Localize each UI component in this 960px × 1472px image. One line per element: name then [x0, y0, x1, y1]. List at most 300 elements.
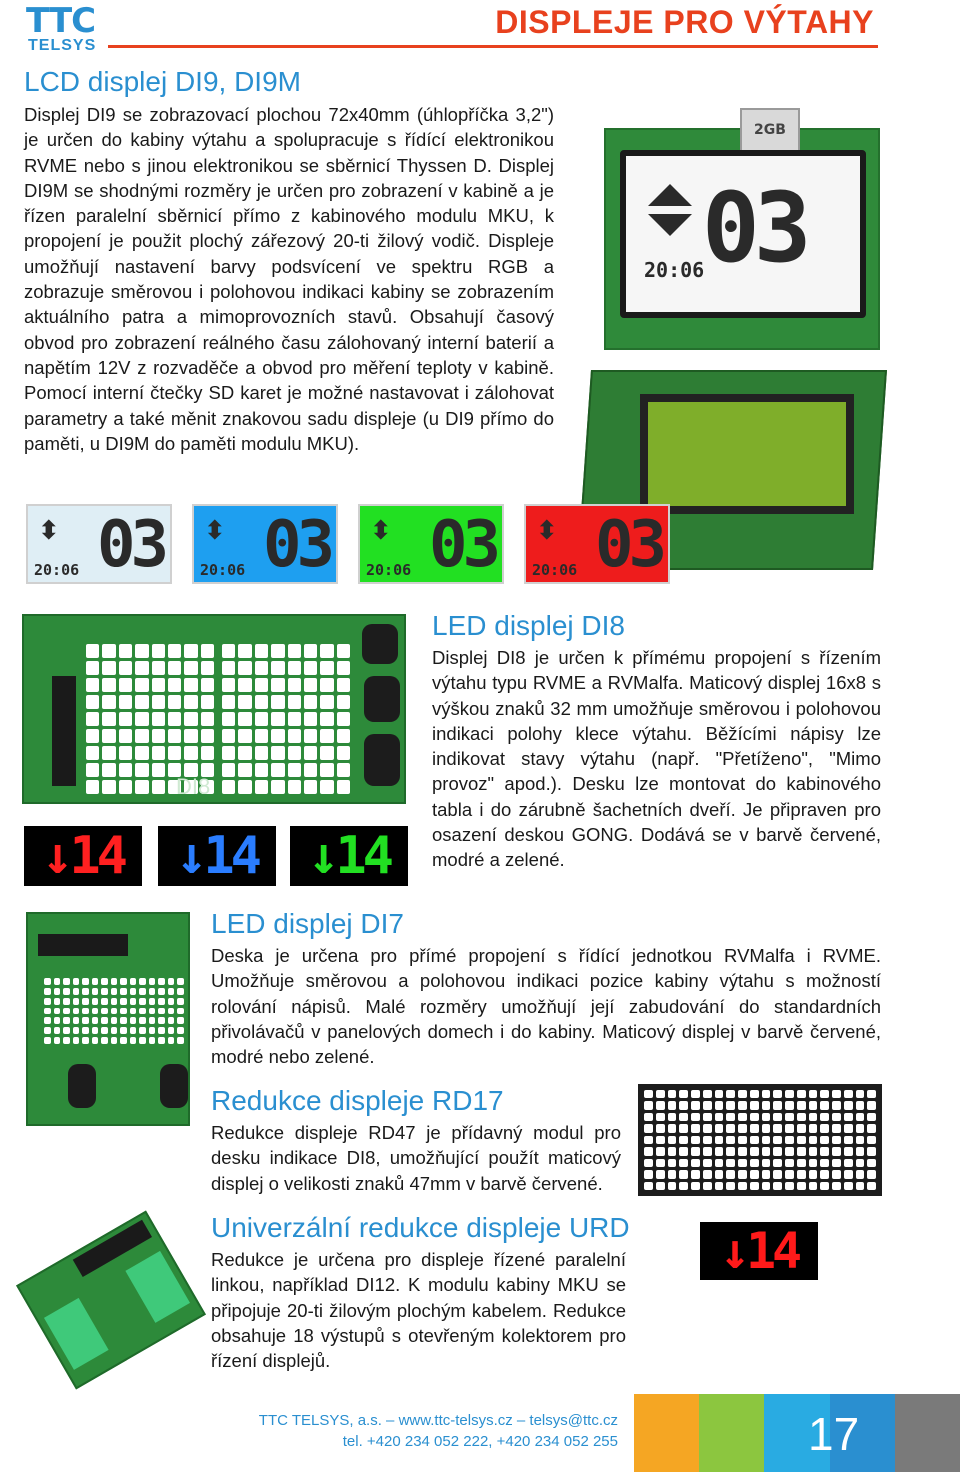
matrix-dot — [773, 1124, 782, 1132]
matrix-dot — [844, 1113, 853, 1121]
matrix-dot — [785, 1136, 794, 1144]
matrix-dot — [762, 1101, 771, 1109]
chip — [38, 934, 128, 956]
matrix-dot — [856, 1147, 865, 1155]
matrix-dot — [773, 1101, 782, 1109]
matrix-dot — [668, 1182, 677, 1190]
matrix-dot — [320, 678, 333, 692]
matrix-dot — [222, 661, 235, 675]
matrix-dot — [102, 712, 115, 726]
matrix-dot — [54, 1037, 61, 1044]
tile-floor: 03 — [594, 508, 662, 582]
matrix-dot — [656, 1113, 665, 1121]
matrix-dot — [856, 1101, 865, 1109]
matrix-dot — [703, 1124, 712, 1132]
matrix-dot — [184, 712, 197, 726]
footer-tile — [895, 1394, 960, 1472]
matrix-dot — [288, 661, 301, 675]
matrix-dot — [82, 1037, 89, 1044]
matrix-dot — [773, 1136, 782, 1144]
tile-time: 20:06 — [366, 561, 412, 579]
matrix-dot — [135, 678, 148, 692]
matrix-dot — [703, 1159, 712, 1167]
matrix-dot — [255, 746, 268, 760]
matrix-dot — [238, 780, 251, 794]
matrix-dot — [726, 1170, 735, 1178]
matrix-dot — [130, 1037, 137, 1044]
matrix-dot — [73, 988, 80, 995]
matrix-dot — [44, 1037, 51, 1044]
matrix-dot — [271, 644, 284, 658]
matrix-dot — [271, 729, 284, 743]
matrix-dot — [304, 678, 317, 692]
matrix-dot — [668, 1136, 677, 1144]
matrix-dot — [184, 729, 197, 743]
page-number: 17 — [808, 1408, 860, 1460]
capacitor — [68, 1064, 96, 1108]
matrix-dot — [304, 780, 317, 794]
matrix-dot — [288, 678, 301, 692]
capacitor — [160, 1064, 188, 1108]
matrix-dot — [184, 695, 197, 709]
matrix-dot — [832, 1170, 841, 1178]
matrix-dot — [119, 780, 132, 794]
matrix-dot — [44, 1027, 51, 1034]
matrix-dot — [656, 1159, 665, 1167]
matrix-dot — [867, 1101, 876, 1109]
updown-arrow-icon: ⬍ — [536, 516, 558, 546]
matrix-dot — [44, 988, 51, 995]
di9-lcd-screen — [620, 150, 866, 318]
matrix-dot — [656, 1147, 665, 1155]
matrix-dot — [130, 1008, 137, 1015]
matrix-dot — [644, 1159, 653, 1167]
matrix-dot — [656, 1090, 665, 1098]
matrix-dot — [168, 678, 181, 692]
matrix-dot — [668, 1090, 677, 1098]
matrix-dot — [168, 712, 181, 726]
matrix-dot — [832, 1147, 841, 1155]
matrix-dot — [139, 1017, 146, 1024]
matrix-dot — [238, 678, 251, 692]
matrix-dot — [130, 1027, 137, 1034]
matrix-dot — [726, 1124, 735, 1132]
di8-board-photo — [22, 614, 406, 804]
matrix-dot — [152, 712, 165, 726]
matrix-dot — [92, 1037, 99, 1044]
section-text-urd: Redukce je určena pro displeje řízené paralelní linkou, například DI12. K modulu kabiny MKU se připojuje 20-ti žilovým plochým kabelem. Redukce obsahuje 18 výstupů s otevřeným kolektorem pro řízení displejů. — [211, 1249, 626, 1372]
dot-matrix-rd17 — [644, 1090, 876, 1190]
matrix-dot — [92, 1027, 99, 1034]
matrix-dot — [135, 661, 148, 675]
matrix-dot — [656, 1101, 665, 1109]
matrix-dot — [92, 1008, 99, 1015]
matrix-dot — [177, 988, 184, 995]
section-text-di8: Displej DI8 je určen k přímému propojení s řízením výtahu typu RVME a RVMalfa. Maticový displej 16x8 s výškou znaků 32 mm umožňuje směrovou i polohovou indikaci polohy klece výtahu. Běžícími nápisy lze indikovat stavy výtahu (např. "Přetíženo", "Mimo provoz" apod.). Desku lze montovat do kabinového tabla i do zárubně šachetních dveří. Je připraven pro osazení deskou GONG. Dodává se v barvě červené, modré a zelené. — [432, 647, 881, 871]
matrix-dot — [149, 978, 156, 985]
matrix-dot — [158, 988, 165, 995]
matrix-dot — [844, 1136, 853, 1144]
matrix-dot — [101, 1037, 108, 1044]
matrix-dot — [844, 1090, 853, 1098]
matrix-dot — [691, 1113, 700, 1121]
matrix-dot — [152, 729, 165, 743]
matrix-dot — [86, 644, 99, 658]
matrix-dot — [691, 1159, 700, 1167]
matrix-dot — [668, 1124, 677, 1132]
matrix-dot — [184, 746, 197, 760]
matrix-dot — [222, 712, 235, 726]
matrix-dot — [92, 1017, 99, 1024]
di9m-lcd-screen — [640, 394, 854, 514]
matrix-dot — [111, 998, 118, 1005]
section-text-di9: Displej DI9 se zobrazovací plochou 72x40mm (úhlopříčka 3,2") je určen do kabiny výtahu a spolupracuje s řídící elektronikou RVME nebo s jinou elektronikou se sběrnicí Thyssen D. Displej DI9M se shodnými rozměry je určen pro zobrazení v kabině a je řízen paralelní sběrnicí přímo z kabinového modulu MKU, k propojení je použit plochý zářezový 20-ti žilový vodič. Displeje umožňují nastavení barvy podsvícení ve spektru RGB a zobrazuje směrovou i polohovou indikaci kabiny se zobrazením aktuálního patra a mimoprovozních stavů. Obsahují časový obvod pro zobrazení reálného času zálohovaný interní baterií a napětím 12V z rozvaděče a obvod pro měření teploty v kabině. Pomocí interní čtečky SD karet je možné nastavovat i zálohovat parametry a také měnit znakovou sadu displeje (u DI9 přímo do paměti, u DI9M do paměti modulu MKU). — [24, 104, 554, 454]
matrix-dot — [715, 1124, 724, 1132]
matrix-dot — [158, 978, 165, 985]
matrix-dot — [130, 978, 137, 985]
matrix-dot — [809, 1113, 818, 1121]
matrix-dot — [168, 1017, 175, 1024]
matrix-dot — [691, 1182, 700, 1190]
di7-board-photo — [26, 912, 190, 1126]
matrix-dot — [111, 1027, 118, 1034]
matrix-dot — [135, 780, 148, 794]
matrix-dot — [320, 712, 333, 726]
matrix-dot — [238, 763, 251, 777]
matrix-dot — [832, 1101, 841, 1109]
matrix-dot — [703, 1182, 712, 1190]
matrix-dot — [177, 1017, 184, 1024]
matrix-dot — [703, 1136, 712, 1144]
matrix-dot — [715, 1159, 724, 1167]
section-heading-di7: LED displej DI7 — [211, 908, 404, 939]
matrix-dot — [238, 746, 251, 760]
matrix-dot — [102, 780, 115, 794]
matrix-dot — [152, 763, 165, 777]
section-heading-di8: LED displej DI8 — [432, 610, 625, 641]
tile-time: 20:06 — [34, 561, 80, 579]
matrix-dot — [119, 661, 132, 675]
matrix-dot — [832, 1113, 841, 1121]
matrix-dot — [691, 1147, 700, 1155]
matrix-dot — [820, 1090, 829, 1098]
matrix-dot — [271, 712, 284, 726]
matrix-dot — [44, 978, 51, 985]
matrix-dot — [255, 661, 268, 675]
matrix-dot — [797, 1113, 806, 1121]
matrix-dot — [304, 661, 317, 675]
matrix-dot — [820, 1124, 829, 1132]
matrix-dot — [809, 1170, 818, 1178]
matrix-dot — [255, 780, 268, 794]
matrix-dot — [222, 644, 235, 658]
matrix-dot — [120, 978, 127, 985]
matrix-dot — [644, 1170, 653, 1178]
matrix-dot — [54, 978, 61, 985]
matrix-dot — [152, 780, 165, 794]
matrix-dot — [149, 1008, 156, 1015]
matrix-dot — [738, 1113, 747, 1121]
matrix-dot — [715, 1090, 724, 1098]
matrix-dot — [86, 780, 99, 794]
led-tile-red: ↓14 — [24, 826, 142, 886]
matrix-dot — [750, 1159, 759, 1167]
matrix-dot — [337, 678, 350, 692]
matrix-dot — [320, 729, 333, 743]
matrix-dot — [271, 780, 284, 794]
lcd-time: 20:06 — [644, 258, 705, 282]
matrix-dot — [238, 695, 251, 709]
board-label: DI8 — [176, 774, 211, 799]
matrix-dot — [844, 1147, 853, 1155]
matrix-dot — [139, 988, 146, 995]
matrix-dot — [201, 644, 214, 658]
matrix-dot — [54, 1008, 61, 1015]
matrix-dot — [304, 729, 317, 743]
matrix-dot — [82, 1027, 89, 1034]
led-tile-blue: ↓14 — [158, 826, 276, 886]
matrix-dot — [304, 695, 317, 709]
matrix-dot — [809, 1136, 818, 1144]
matrix-dot — [320, 780, 333, 794]
matrix-dot — [139, 978, 146, 985]
matrix-dot — [111, 1037, 118, 1044]
matrix-dot — [762, 1170, 771, 1178]
matrix-dot — [844, 1124, 853, 1132]
matrix-dot — [797, 1159, 806, 1167]
matrix-dot — [73, 1008, 80, 1015]
matrix-dot — [785, 1147, 794, 1155]
matrix-dot — [288, 712, 301, 726]
matrix-dot — [856, 1124, 865, 1132]
matrix-dot — [63, 1037, 70, 1044]
matrix-dot — [101, 1008, 108, 1015]
matrix-dot — [773, 1159, 782, 1167]
matrix-dot — [168, 729, 181, 743]
matrix-dot — [797, 1182, 806, 1190]
matrix-dot — [856, 1159, 865, 1167]
matrix-dot — [54, 1017, 61, 1024]
matrix-dot — [644, 1182, 653, 1190]
matrix-dot — [120, 1008, 127, 1015]
matrix-dot — [201, 746, 214, 760]
section-heading-urd: Univerzální redukce displeje URD — [211, 1212, 630, 1243]
matrix-dot — [738, 1170, 747, 1178]
matrix-dot — [750, 1182, 759, 1190]
matrix-dot — [738, 1159, 747, 1167]
matrix-dot — [102, 678, 115, 692]
updown-arrow-icon: ⬍ — [370, 516, 392, 546]
matrix-dot — [222, 746, 235, 760]
capacitor — [364, 676, 400, 722]
matrix-dot — [856, 1170, 865, 1178]
matrix-dot — [63, 1008, 70, 1015]
matrix-dot — [158, 1017, 165, 1024]
section-heading-di9: LCD displej DI9, DI9M — [24, 66, 301, 97]
matrix-dot — [809, 1124, 818, 1132]
matrix-dot — [773, 1170, 782, 1178]
matrix-dot — [320, 644, 333, 658]
chip — [52, 676, 76, 786]
matrix-dot — [304, 746, 317, 760]
matrix-dot — [120, 1037, 127, 1044]
matrix-dot — [656, 1182, 665, 1190]
matrix-dot — [320, 661, 333, 675]
matrix-dot — [120, 1017, 127, 1024]
footer-line-2: tel. +420 234 052 222, +420 234 052 255 — [342, 1433, 618, 1450]
matrix-dot — [149, 1037, 156, 1044]
matrix-dot — [149, 998, 156, 1005]
matrix-dot — [255, 678, 268, 692]
matrix-dot — [726, 1090, 735, 1098]
matrix-dot — [762, 1113, 771, 1121]
color-tile-blue — [192, 504, 338, 584]
matrix-dot — [168, 1008, 175, 1015]
matrix-dot — [656, 1124, 665, 1132]
matrix-dot — [201, 729, 214, 743]
matrix-dot — [168, 661, 181, 675]
header-divider — [108, 45, 878, 48]
matrix-dot — [750, 1124, 759, 1132]
matrix-dot — [222, 678, 235, 692]
matrix-dot — [726, 1182, 735, 1190]
matrix-dot — [820, 1136, 829, 1144]
matrix-dot — [785, 1101, 794, 1109]
matrix-dot — [82, 988, 89, 995]
matrix-dot — [152, 661, 165, 675]
matrix-dot — [201, 695, 214, 709]
matrix-dot — [797, 1136, 806, 1144]
matrix-dot — [320, 763, 333, 777]
matrix-dot — [119, 712, 132, 726]
matrix-dot — [738, 1101, 747, 1109]
matrix-dot — [135, 695, 148, 709]
matrix-dot — [738, 1124, 747, 1132]
color-tile-red — [524, 504, 670, 584]
matrix-dot — [820, 1101, 829, 1109]
matrix-dot — [177, 998, 184, 1005]
matrix-dot — [101, 998, 108, 1005]
matrix-dot — [785, 1090, 794, 1098]
matrix-dot — [832, 1124, 841, 1132]
matrix-dot — [797, 1124, 806, 1132]
matrix-dot — [177, 1008, 184, 1015]
matrix-dot — [255, 695, 268, 709]
matrix-dot — [158, 1027, 165, 1034]
page-title: DISPLEJE PRO VÝTAHY — [495, 4, 874, 40]
matrix-dot — [102, 729, 115, 743]
matrix-dot — [750, 1147, 759, 1155]
matrix-dot — [691, 1090, 700, 1098]
matrix-dot — [715, 1136, 724, 1144]
matrix-dot — [644, 1101, 653, 1109]
tile-floor: 03 — [96, 508, 164, 582]
matrix-dot — [168, 988, 175, 995]
matrix-dot — [844, 1182, 853, 1190]
matrix-dot — [92, 998, 99, 1005]
matrix-dot — [773, 1090, 782, 1098]
matrix-dot — [111, 1008, 118, 1015]
matrix-dot — [738, 1136, 747, 1144]
matrix-dot — [119, 763, 132, 777]
matrix-dot — [832, 1090, 841, 1098]
dot-matrix-left — [86, 644, 214, 794]
led-tile-green: ↓14 — [290, 826, 408, 886]
matrix-dot — [809, 1182, 818, 1190]
matrix-dot — [184, 678, 197, 692]
matrix-dot — [238, 644, 251, 658]
matrix-dot — [152, 644, 165, 658]
matrix-dot — [152, 678, 165, 692]
matrix-dot — [726, 1147, 735, 1155]
matrix-dot — [111, 1017, 118, 1024]
matrix-dot — [102, 661, 115, 675]
matrix-dot — [785, 1124, 794, 1132]
matrix-dot — [867, 1182, 876, 1190]
matrix-dot — [177, 1037, 184, 1044]
matrix-dot — [82, 1008, 89, 1015]
capacitor — [364, 734, 400, 786]
matrix-dot — [63, 988, 70, 995]
matrix-dot — [337, 712, 350, 726]
matrix-dot — [691, 1124, 700, 1132]
matrix-dot — [271, 661, 284, 675]
matrix-dot — [73, 1027, 80, 1034]
matrix-dot — [679, 1124, 688, 1132]
matrix-dot — [337, 746, 350, 760]
matrix-dot — [102, 746, 115, 760]
matrix-dot — [238, 661, 251, 675]
matrix-dot — [222, 695, 235, 709]
matrix-dot — [54, 1027, 61, 1034]
matrix-dot — [255, 763, 268, 777]
matrix-dot — [856, 1182, 865, 1190]
matrix-dot — [255, 644, 268, 658]
matrix-dot — [679, 1136, 688, 1144]
matrix-dot — [785, 1170, 794, 1178]
sd-card: 2GB — [740, 108, 800, 152]
matrix-dot — [288, 729, 301, 743]
matrix-dot — [44, 998, 51, 1005]
matrix-dot — [668, 1113, 677, 1121]
footer-contact — [240, 1410, 618, 1452]
matrix-dot — [54, 988, 61, 995]
matrix-dot — [73, 998, 80, 1005]
matrix-dot — [92, 988, 99, 995]
matrix-dot — [158, 1037, 165, 1044]
matrix-dot — [337, 644, 350, 658]
matrix-dot — [139, 1008, 146, 1015]
matrix-dot — [255, 729, 268, 743]
matrix-dot — [271, 678, 284, 692]
matrix-dot — [101, 978, 108, 985]
dot-matrix-right — [222, 644, 350, 794]
matrix-dot — [86, 678, 99, 692]
matrix-dot — [86, 729, 99, 743]
matrix-dot — [168, 1027, 175, 1034]
matrix-dot — [703, 1090, 712, 1098]
footer-tile — [634, 1394, 699, 1472]
matrix-dot — [750, 1090, 759, 1098]
matrix-dot — [73, 1017, 80, 1024]
matrix-dot — [832, 1182, 841, 1190]
matrix-dot — [797, 1170, 806, 1178]
terminal-block — [44, 1298, 109, 1370]
matrix-dot — [867, 1159, 876, 1167]
matrix-dot — [703, 1147, 712, 1155]
matrix-dot — [139, 1037, 146, 1044]
matrix-dot — [82, 998, 89, 1005]
